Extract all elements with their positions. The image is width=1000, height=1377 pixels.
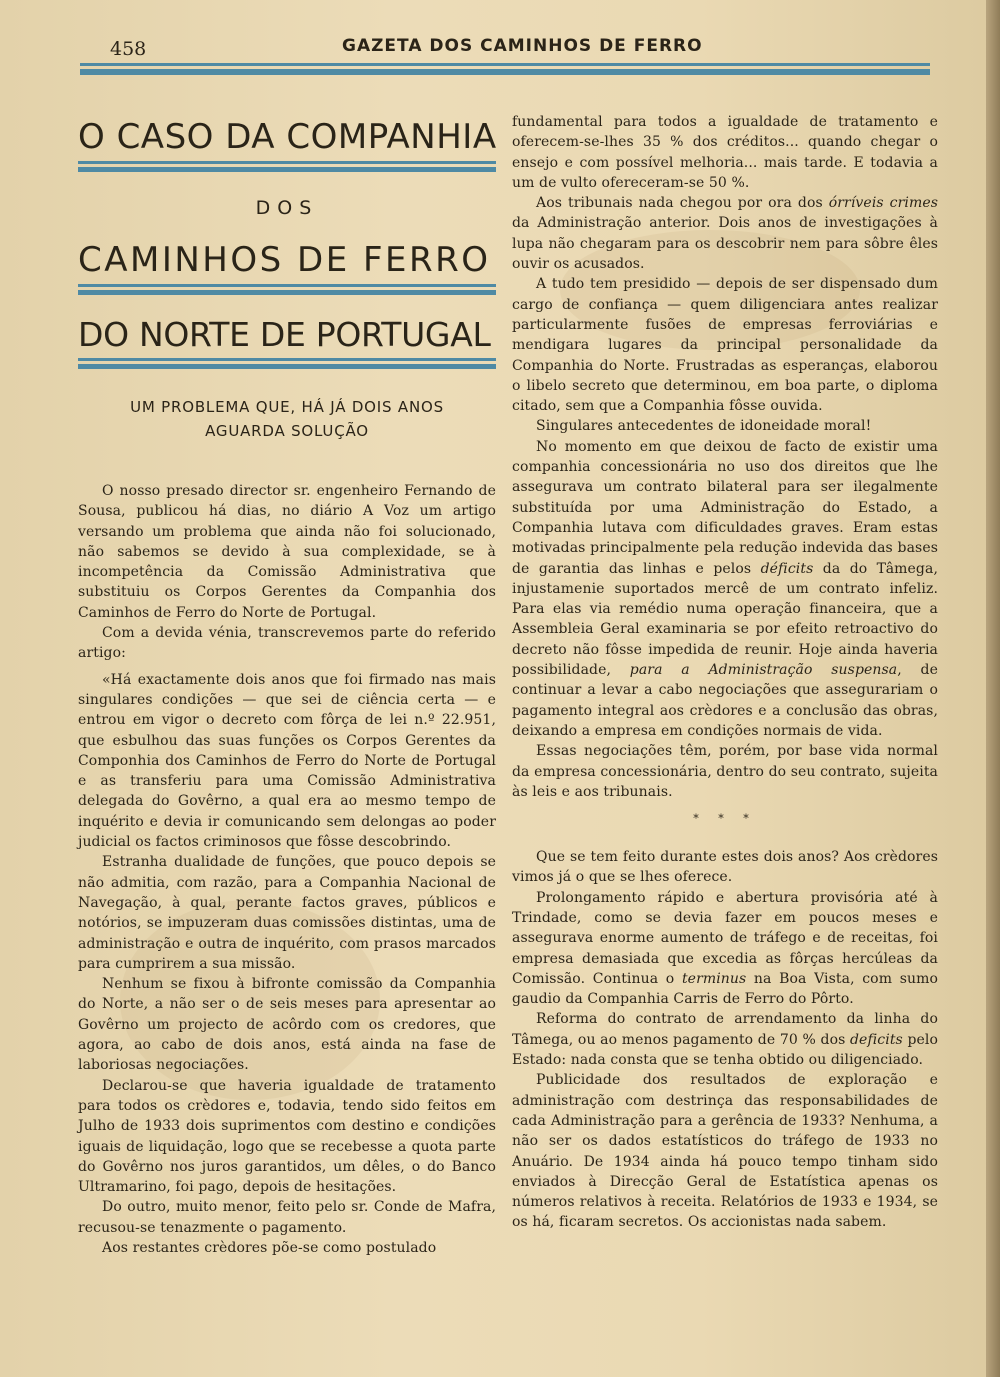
title-rule-thick <box>78 167 496 172</box>
paragraph <box>512 1009 938 1070</box>
paragraph: Com a devida vénia, transcrevemos parte do referido artigo: <box>78 625 496 662</box>
title-rule-thick <box>78 364 496 369</box>
section-separator: * * * <box>693 812 757 826</box>
left-body-text <box>78 481 496 1258</box>
italic-run: para a Administração suspensa <box>629 662 898 679</box>
subtitle-line2: AGUARDA SOLUÇÃO <box>205 422 369 440</box>
paragraph: Nenhum se fixou à bifronte comissão da Companhia do Norte, a não ser o de seis meses para apresentar ao Govêrno um projecto de acôrdo com os credores, que agora, ao cabo de dois anos, está ainda na fase de laboriosas negociações. <box>78 976 496 1074</box>
text-run: na Boa Vista, com sumo gaudio da Companhia Carris de Ferro do Pôrto. <box>512 970 938 1008</box>
header-rule <box>80 63 930 66</box>
text-run: pelo Estado: nada consta que se tenha obtido ou diligenciado. <box>512 1031 939 1069</box>
text-run: da Administração anterior. Dois anos de investigações à lupa não chegaram para os descobrir nem para sôbre êles ouvir os acusados. <box>512 215 938 273</box>
subtitle-line1: UM PROBLEMA QUE, HÁ JÁ DOIS ANOS <box>130 398 444 416</box>
quoted-paragraph: «Há exactamente dois anos que foi firmado nas mais singulares condições — que sei de ciência certa — e entrou em vigor o decreto com fôrça de lei n.º 22.951, que esbulhou das suas funções os Corpos Gerentes da Componhia dos Caminhos de Ferro do Norte de Portugal e as transferiu para uma Comissão Administrativa delegada do Govêrno, a qual era ao mesmo tempo de inquérito e devia ir comunicando sem delongas ao poder judicial os factos criminosos que fôsse descobrindo. <box>78 671 496 851</box>
title-rule-thick <box>78 290 496 295</box>
text-run: da do Tâmega, injustamenie suportados mercê de um contrato infeliz. Para elas via remédio numa operação financeira, que a Assembleia Geral examinaria se por efeito retroactivo do decreto não fôsse impedida de reunir. Hoje ainda haveria possibilidade, <box>512 560 938 679</box>
page-header <box>80 30 930 60</box>
paragraph: Do outro, muito menor, feito pelo sr. Conde de Mafra, recusou-se tenazmente o pagamento. <box>78 1199 496 1236</box>
paragraph: Que se tem feito durante estes dois anos? Aos crèdores vimos já o que se lhes oferece. <box>512 849 938 886</box>
title-block-3 <box>78 315 496 369</box>
paragraph: fundamental para todos a igualdade de tratamento e oferecem-se-lhes 35 % dos créditos... quando chegar o ensejo e com possível melhoria... mais tarde. E todavia a um de vulto ofereceram-se 50 %. <box>512 114 938 191</box>
paragraph <box>512 193 938 274</box>
title-rule <box>78 358 496 361</box>
article-title-line1: O CASO DA COMPANHIA <box>78 117 497 157</box>
italic-run: órríveis crimes <box>828 195 939 212</box>
header-rule-thick <box>80 69 930 75</box>
page-number: 458 <box>110 38 147 60</box>
italic-run: déficits <box>760 560 814 577</box>
text-run: , de continuar a levar a cabo negociações que assegurariam o pagamento integral aos crèdores e a conclusão das obras, deixando a empresa em condições normais de vida. <box>512 662 938 739</box>
article-title-line3: DO NORTE DE PORTUGAL <box>78 315 491 354</box>
italic-run: terminus <box>681 970 747 987</box>
article-title-line2: CAMINHOS DE FERRO <box>78 240 491 280</box>
text-run: No momento em que deixou de facto de existir uma companhia concessionária no uso dos direitos que lhe assegurava um contrato bilateral para ser ilegalmente substituída por uma Administração do Estado, a Companhia lutava com dificuldades graves. Eram estas motivadas principalmente pela redução indevida das bases de garantia das linhas e pelos <box>512 438 938 577</box>
title-rule <box>78 161 496 164</box>
paragraph: Declarou-se que haveria igualdade de tratamento para todos os crèdores e, todavia, tendo sido feitos em Julho de 1933 dois suprimentos com destino e condições iguais de liquidação, logo que se recebesse a quota parte do Govêrno nos juros garantidos, um dêles, o do Banco Ultramarino, foi pago, depois de hesitações. <box>78 1077 496 1196</box>
paragraph <box>512 437 938 741</box>
right-column <box>512 112 940 1342</box>
title-block-2 <box>78 240 496 295</box>
text-run: Reforma do contrato de arrendamento da linha do Tâmega, ou ao menos pagamento de 70 % dos <box>512 1011 938 1048</box>
paragraph: Publicidade dos resultados de exploração e administração com destrinça das responsabilidades de cada Administração para a gerência de 1933? Nenhuma, a não ser os dados estatísticos do tráfego de 1933 no Anuário. De 1934 ainda há pouco tempo tinham sido enviados à Direcção Geral de Estatística apenas os números relativos à receita. Relatórios de 1933 e 1934, se os há, ficaram secretos. Os accionistas nada sabem. <box>512 1072 938 1231</box>
page-edge <box>986 0 1000 1377</box>
paragraph: A tudo tem presidido — depois de ser dispensado dum cargo de confiança — quem diligenciara antes realizar particularmente fusões de empresas ferroviárias e mendigara lugares da principal personalidade da Companhia do Norte. Frustradas as esperanças, elaborou o libelo secreto que determinou, em boa parte, o diploma citado, sem que a Companhia fôsse ouvida. <box>512 276 938 415</box>
article-subtitle <box>78 395 496 443</box>
paragraph <box>512 888 938 1010</box>
title-block-1 <box>78 117 496 172</box>
paragraph: Singulares antecedentes de idoneidade moral! <box>536 418 872 435</box>
article-title-dos: DOS <box>255 197 319 219</box>
text-run: Prolongamento rápido e abertura provisória até à Trindade, como se devia fazer em poucos meses e assegurava enorme aumento de tráfego e de receitas, foi empresa demasiada que excedia as fôrças hercúleas da Comissão. Continua o <box>512 889 938 987</box>
paragraph: O nosso presado director sr. engenheiro Fernando de Sousa, publicou há dias, no diário A Voz um artigo versando um problema que ainda não foi solucionado, não sabemos se devido à sua complexidade, se à incompetência da Comissão Administrativa que substituiu os Corpos Gerentes da Companhia dos Caminhos de Ferro do Norte de Portugal. <box>78 483 496 621</box>
text-run: Aos tribunais nada chegou por ora dos <box>536 195 829 212</box>
paragraph: Aos restantes crèdores põe-se como postulado <box>102 1239 437 1256</box>
title-rule <box>78 284 496 287</box>
right-body-text <box>512 112 938 1233</box>
italic-run: deficits <box>850 1031 903 1048</box>
running-title: GAZETA DOS CAMINHOS DE FERRO <box>342 36 703 56</box>
paragraph: Estranha dualidade de funções, que pouco depois se não admitia, com razão, para a Companhia Nacional de Navegação, à qual, perante factos graves, públicos e notórios, se impuzeram duas comissões distintas, uma de administração e outra de inquérito, com prasos marcados para cumprirem a sua missão. <box>78 854 496 972</box>
paragraph: Essas negociações têm, porém, por base vida normal da empresa concessionária, dentro do seu contrato, sujeita às leis e aos tribunais. <box>512 743 938 800</box>
left-column <box>78 105 498 1335</box>
